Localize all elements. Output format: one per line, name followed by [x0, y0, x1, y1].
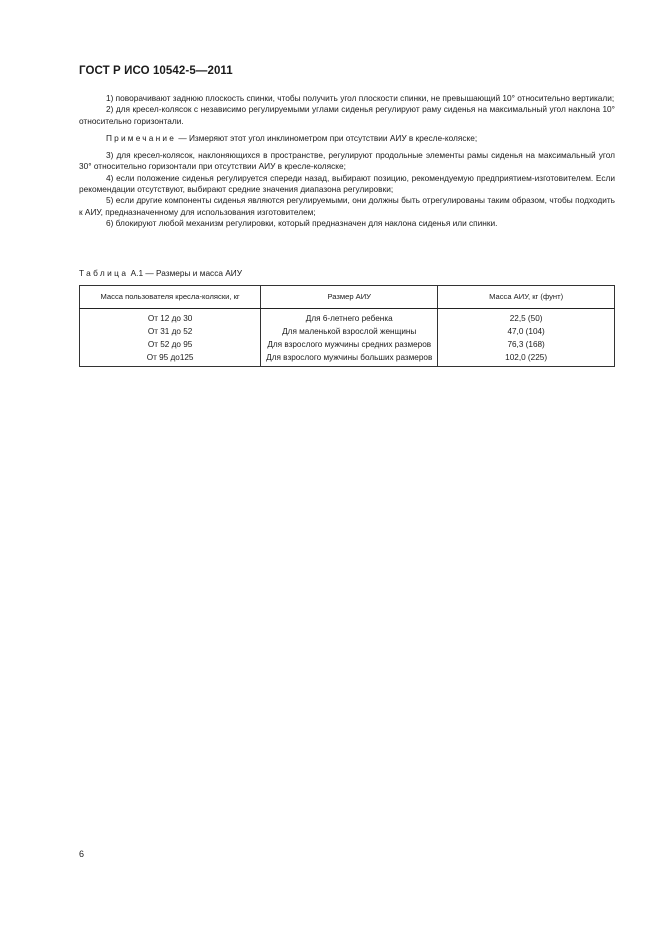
table-cell: 47,0 (104): [438, 325, 615, 338]
document-body: [79, 93, 615, 229]
column-header-user-mass: Масса пользователя кресла-коляски, кг: [80, 286, 261, 309]
table-cell: Для маленькой взрослой женщины: [261, 325, 438, 338]
note-text: — Измеряют этот угол инклинометром при отсутствии АИУ в кресле-коляске;: [176, 132, 478, 143]
note-paragraph: [79, 133, 615, 144]
table-cell: От 52 до 95: [80, 338, 261, 351]
table-cell: 102,0 (225): [438, 351, 615, 367]
table-cell: От 31 до 52: [80, 325, 261, 338]
table-caption-label: Таблица: [79, 268, 129, 278]
table-caption-text: А.1 — Размеры и масса АИУ: [128, 268, 243, 278]
column-header-aiu-mass: Масса АИУ, кг (фунт): [438, 286, 615, 309]
table-cell: Для взрослого мужчины больших размеров: [261, 351, 438, 367]
table-cell: Для 6-летнего ребенка: [261, 309, 438, 326]
table-caption: [79, 268, 242, 278]
table-cell: 76,3 (168): [438, 338, 615, 351]
note-label: Примечание: [106, 132, 177, 143]
page-number: 6: [79, 849, 85, 859]
paragraph-4: 4) если положение сиденья регулируется спереди назад, выбирают позицию, рекомендуемую предприятием-изготовителем. Если рекомендации отсутствуют, выбирают средние значения диапазона регулировки;: [79, 172, 615, 195]
table-row: [80, 351, 615, 367]
table-cell: От 12 до 30: [80, 309, 261, 326]
paragraph-6: 6) блокируют любой механизм регулировки, который предназначен для наклона сиденья или спинки.: [106, 217, 498, 228]
table-header-row: [80, 286, 615, 309]
paragraph-5: 5) если другие компоненты сиденья являются регулируемыми, они должны быть отрегулированы таким образом, чтобы подходить к АИУ, предназначенному для использования изготовителем;: [79, 195, 615, 217]
table-row: [80, 338, 615, 351]
aiu-table: [79, 285, 615, 367]
table-row: [80, 309, 615, 326]
column-header-aiu-size: Размер АИУ: [261, 286, 438, 309]
table-cell: 22,5 (50): [438, 309, 615, 326]
table-row: [80, 325, 615, 338]
paragraph-1: 1) поворачивают заднюю плоскость спинки, чтобы получить угол плоскости спинки, не превышающий 10° относительно вертикали;: [106, 93, 615, 103]
document-header: ГОСТ Р ИСО 10542-5—2011: [79, 65, 233, 77]
paragraph-2: 2) для кресел-колясок с независимо регулируемыми углами сиденья регулируют раму сиденья на максимальный угол наклона 10° относительно горизонтали.: [79, 104, 615, 126]
table-cell: Для взрослого мужчины средних размеров: [261, 338, 438, 351]
paragraph-3: 3) для кресел-колясок, наклоняющихся в пространстве, регулируют продольные элементы рамы сиденья на максимальный угол 30° относительно горизонтали при отсутствии АИУ в кресле-коляске;: [79, 150, 615, 172]
table-cell: От 95 до125: [80, 351, 261, 367]
